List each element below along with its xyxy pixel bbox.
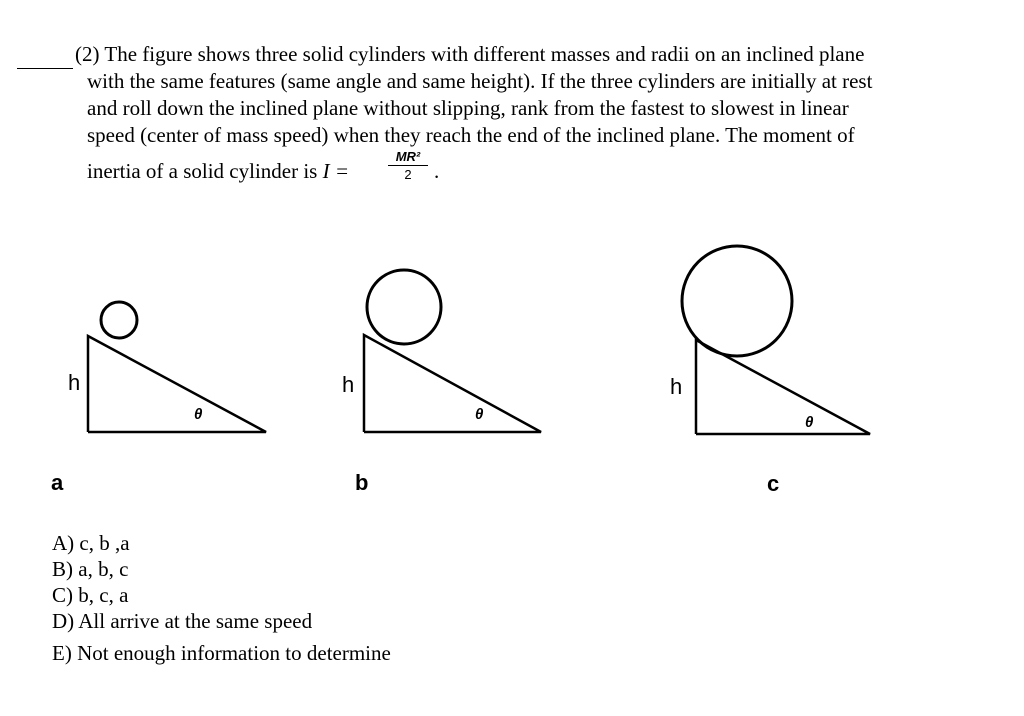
option-c[interactable]: [52, 582, 128, 608]
angle-label: θ: [475, 406, 484, 423]
figure-a: [60, 290, 280, 445]
question-number: (2): [75, 42, 100, 66]
cylinder-medium: [367, 270, 441, 344]
figure-c: [668, 290, 888, 445]
question-line-5: [87, 158, 349, 184]
option-e[interactable]: [52, 640, 391, 666]
cylinder-small: [101, 302, 137, 338]
option-text: a, b, c: [78, 557, 129, 581]
option-b[interactable]: [52, 556, 128, 582]
option-a[interactable]: [52, 530, 130, 556]
height-label: h: [342, 372, 355, 397]
inertia-formula: [386, 149, 430, 184]
question-line-4: speed (center of mass speed) when they reach the end of the inclined plane. The moment of: [87, 123, 855, 147]
option-letter: B): [52, 557, 73, 581]
question-text-5: inertia of a solid cylinder is: [87, 159, 318, 183]
option-text: Not enough information to determine: [77, 641, 391, 665]
question-line-1: [75, 41, 864, 67]
figure-label-a: a: [51, 470, 64, 495]
height-label: h: [670, 374, 683, 399]
question-text-1: The figure shows three solid cylinders with different masses and radii on an inclined plane: [104, 42, 865, 66]
figure-c-drawing: [668, 290, 888, 440]
option-letter: D): [52, 609, 75, 633]
option-text: b, c, a: [78, 583, 129, 607]
option-d[interactable]: [52, 608, 312, 634]
formula-period: .: [434, 159, 440, 183]
option-text: c, b ,a: [79, 531, 130, 555]
figure-a-drawing: [60, 290, 280, 440]
figure-b: [338, 290, 558, 445]
formula-lhs: I =: [322, 159, 350, 183]
height-label: h: [68, 370, 81, 395]
incline-triangle: [696, 340, 870, 434]
formula-denominator: 2: [404, 167, 412, 182]
option-letter: A): [52, 531, 75, 555]
question-line-3: and roll down the inclined plane without slipping, rank from the fastest to slowest in linear: [87, 96, 849, 120]
incline-triangle: [364, 335, 541, 432]
angle-label: θ: [805, 414, 814, 431]
angle-label: θ: [194, 406, 203, 423]
question-line-2: with the same features (same angle and same height). If the three cylinders are initially at rest: [87, 69, 873, 93]
option-letter: C): [52, 583, 73, 607]
incline-triangle: [88, 336, 266, 432]
option-letter: E): [52, 641, 72, 665]
figure-label-c: c: [767, 471, 780, 496]
cylinder-large: [682, 246, 792, 356]
answer-blank-line: [17, 68, 73, 69]
figure-label-b: b: [355, 470, 369, 495]
figure-b-drawing: [338, 290, 558, 440]
option-text: All arrive at the same speed: [78, 609, 313, 633]
formula-numerator: MR²: [395, 149, 421, 164]
